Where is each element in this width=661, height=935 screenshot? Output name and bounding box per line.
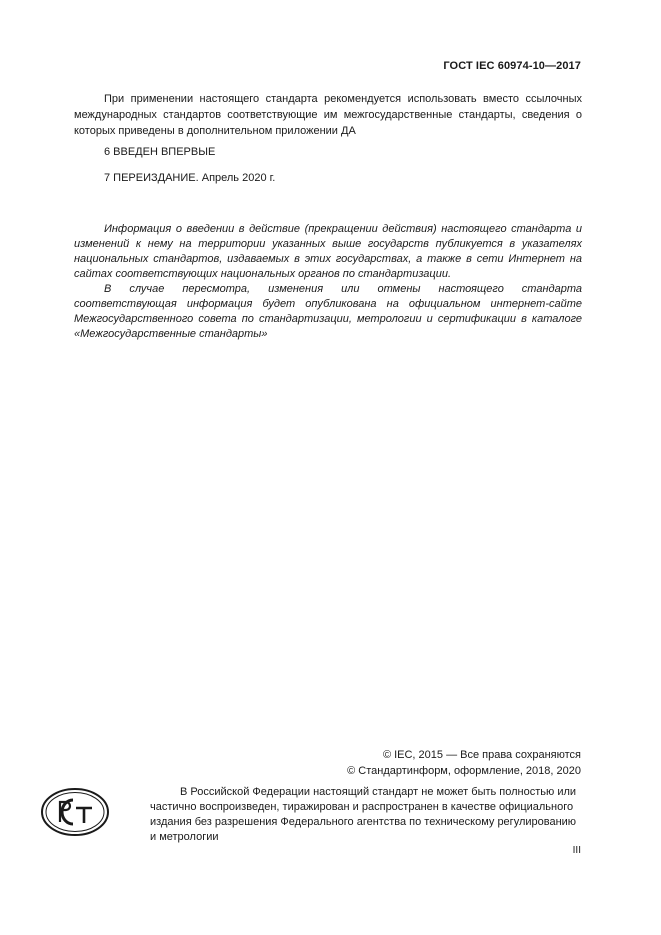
page-number: III xyxy=(572,845,581,856)
standard-code-header: ГОСТ IEC 60974-10—2017 xyxy=(443,60,581,72)
copyright-standartinform: © Стандартинформ, оформление, 2018, 2020 xyxy=(347,765,581,777)
item-reissue: 7 ПЕРЕИЗДАНИЕ. Апрель 2020 г. xyxy=(104,172,276,184)
info-block xyxy=(74,222,582,342)
info-paragraph-revision: В случае пересмотра, изменения или отмены настоящего стандарта соответствующая информация будет опубликована на официальном интернет-сайте Межгосударственного совета по стандартизации, метрологии и сертификации в каталоге «Межгосударственные стандарты» xyxy=(74,283,582,340)
reproduction-notice: В Российской Федерации настоящий стандарт не может быть полностью или частично воспроизведен, тиражирован и распространен в качестве официального издания без разрешения Федерального агентства по техническому регулированию и метрологии xyxy=(150,786,577,843)
info-paragraph-introduction: Информация о введении в действие (прекращении действия) настоящего стандарта и изменений к нему на территории указанных выше государств публикуется в указателях национальных стандартов, издаваемых в этих государствах, а также в сети Интернет на сайтах соответствующих национальных органов по стандартизации. xyxy=(74,223,582,280)
rst-certification-mark-icon xyxy=(40,787,110,837)
copyright-iec: © IEC, 2015 — Все права сохраняются xyxy=(382,749,581,761)
item-introduced-first-time: 6 ВВЕДЕН ВПЕРВЫЕ xyxy=(104,146,216,158)
copyright-block xyxy=(347,747,581,779)
reference-standards-paragraph: При применении настоящего стандарта рекомендуется использовать вместо ссылочных международных стандартов соответствующие им межгосударственные стандарты, сведения о которых приведены в дополнительном приложении ДА xyxy=(74,93,582,137)
